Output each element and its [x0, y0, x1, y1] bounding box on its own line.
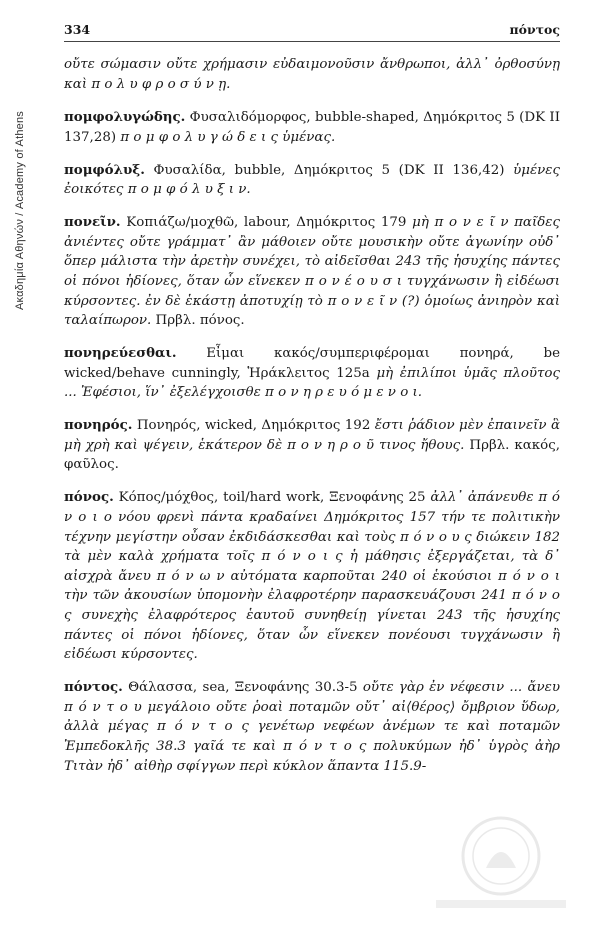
entry-definition: Πονηρός, wicked, Δημόκριτος 192: [136, 418, 371, 434]
lexicon-entry-ponos: [64, 488, 560, 664]
entry-quote: ἔστι ῥάδιον μὲν ἐπαινεῖν ἃ μὴ χρὴ καὶ ψέγειν, ἑκάτερον δὲ π ο ν η ρ ο ῦ τινος ἤθους.: [64, 418, 560, 453]
entry-headword: πόντος.: [64, 679, 123, 696]
entry-headword: πόνος.: [64, 489, 114, 506]
entry-definition: Θάλασσα, sea, Ξενοφάνης 30.3-5: [128, 680, 358, 696]
entry-quote: ὑμένες ἐοικότες π ο μ φ ό λ υ ξ ι ν.: [64, 162, 560, 198]
entry-quote: μὴ ἐπιλίποι ὑμᾶς πλοῦτος ... Ἐφέσιοι, ἵν᾽ ἐξελέγχοισθε π ο ν η ρ ε υ ό μ ε ν ο ι.: [64, 365, 560, 401]
entry-definition: Κόπος/μόχθος, toil/hard work, Ξενοφάνης 25: [118, 490, 426, 506]
entry-quote: οὔτε γὰρ ἐν νέφεσιν ... ἄνευ π ό ν τ ο υ μεγάλοιο οὔτε ῥοαὶ ποταμῶν οὔτ᾽ αἰ⟨θέρος⟩ ὄμβριον ὕδωρ, ἀλλὰ μέγας π ό ν τ ο ς γενέτωρ νεφέων ἀνέμων τε καὶ ποταμῶν Ἐμπεδοκλῆς 38.3 γαῖά τε καὶ π ό ν τ ο ς πολυκύμων ἠδ᾽ ὑγρὸς ἀὴρ Τιτὰν ἠδ᾽ αἰθὴρ σφίγγων περὶ κύκλον ἅπαντα 115.9-: [64, 680, 560, 774]
page-number: 334: [64, 22, 91, 37]
academy-watermark: Ακαδημία Αθηνών / Academy of Athens: [14, 110, 26, 310]
entry-quote: ἀλλ᾽ ἀπάνευθε π ό ν ο ι ο νόου φρενὶ πάντα κραδαίνει Δημόκριτος 157 τήν τε πολιτικὴν τέχνην μεγίστην οὖσαν ἐκδιδάσκεσθαι καὶ τοὺς π ό ν ο υ ς διώκειν 182 τὰ μὲν καλὰ χρήματα τοῖς π ό ν ο ι ς ἡ μάθησις ἐξεργάζεται, τὰ δ᾽ αἰσχρὰ ἄνευ π ό ν ω ν αὐτόματα καρποῦται 240 οἱ ἑκούσιοι π ό ν ο ι τὴν τῶν ἀκουσίων ὑπομονὴν ἐλαφροτέρην παρασκευάζουσι 241 π ό ν ο ς συνεχὴς ἐλαφρότερος ἑαυτοῦ συνηθείῃ γίνεται 243 τῆς ἡσυχίης πάντες οἱ πόνοι ἡδίονες, ὅταν ὧν εἵνεκεν πονέουσι τυγχάνωσιν ἢ εἰδέωσι κύρσοντες.: [64, 490, 560, 663]
entry-headword: πονηρός.: [64, 417, 133, 434]
lexicon-entry-ponein: [64, 213, 560, 331]
entry-definition: Φυσαλιδόμορφος, bubble-shaped, Δημόκριτος 5 (DK II 137,28): [64, 109, 560, 145]
lexicon-entry-continuation: [64, 55, 560, 94]
entry-cross-reference: Πρβλ. πόνος.: [155, 313, 245, 329]
running-header: [64, 22, 560, 42]
entry-headword: πονηρεύεσθαι.: [64, 345, 177, 362]
entry-quote: π ο μ φ ο λ υ γ ώ δ ε ι ς ὑμένας.: [120, 129, 336, 145]
academy-seal-watermark-icon: [426, 806, 576, 916]
lexicon-entry-pomfolygodes: [64, 108, 560, 147]
lexicon-entry-pontos: [64, 678, 560, 776]
entry-definition: Εἶμαι κακός/συμπεριφέρομαι πονηρά, be wicked/behave cunningly, Ἡράκλειτος 125a: [64, 346, 560, 381]
entry-headword: πομφόλυξ.: [64, 161, 145, 178]
running-title: πόντος: [509, 22, 560, 37]
lexicon-entry-poneros: [64, 416, 560, 475]
entry-quote: οὔτε σώμασιν οὔτε χρήμασιν εὐδαιμονοῦσιν ἄνθρωποι, ἀλλ᾽ ὀρθοσύνῃ καὶ π ο λ υ φ ρ ο σ ύ ν ῃ.: [64, 57, 560, 92]
entry-cross-reference: Πρβλ. κακός, φαῦλος.: [64, 437, 560, 473]
lexicon-entry-poneureuesthai: [64, 344, 560, 403]
entry-headword: πομφολυγώδης.: [64, 108, 186, 125]
entry-quote: μὴ π ο ν ε ῖ ν παῖδες ἀνιέντες οὔτε γράμματ᾽ ἂν μάθοιεν οὔτε μουσικὴν οὔτε ἀγωνίην οὐδ᾽ ὅπερ μάλιστα τὴν ἀρετὴν συνέχει, τὸ αἰδεῖσθαι 243 τῆς ἡσυχίης πάντες οἱ πόνοι ἡδίονες, ὅταν ὧν εἵνεκεν π ο ν έ ο υ σ ι τυγχάνωσιν ἢ εἰδέωσι κύρσοντες. ἐν δὲ ἑκάστῃ ἀποτυχίῃ τὸ π ο ν ε ῖ ν (?) ὁμοίως ἀνιηρὸν καὶ ταλαίπωρον.: [64, 215, 560, 329]
entry-definition: Κοπιάζω/μοχθῶ, labour, Δημόκριτος 179: [126, 215, 407, 231]
entry-headword: πονεῖν.: [64, 214, 121, 231]
entry-definition: Φυσαλίδα, bubble, Δημόκριτος 5 (DK II 136,42): [153, 162, 505, 178]
lexicon-entry-pomfolyx: [64, 161, 560, 200]
document-page: [64, 22, 560, 787]
